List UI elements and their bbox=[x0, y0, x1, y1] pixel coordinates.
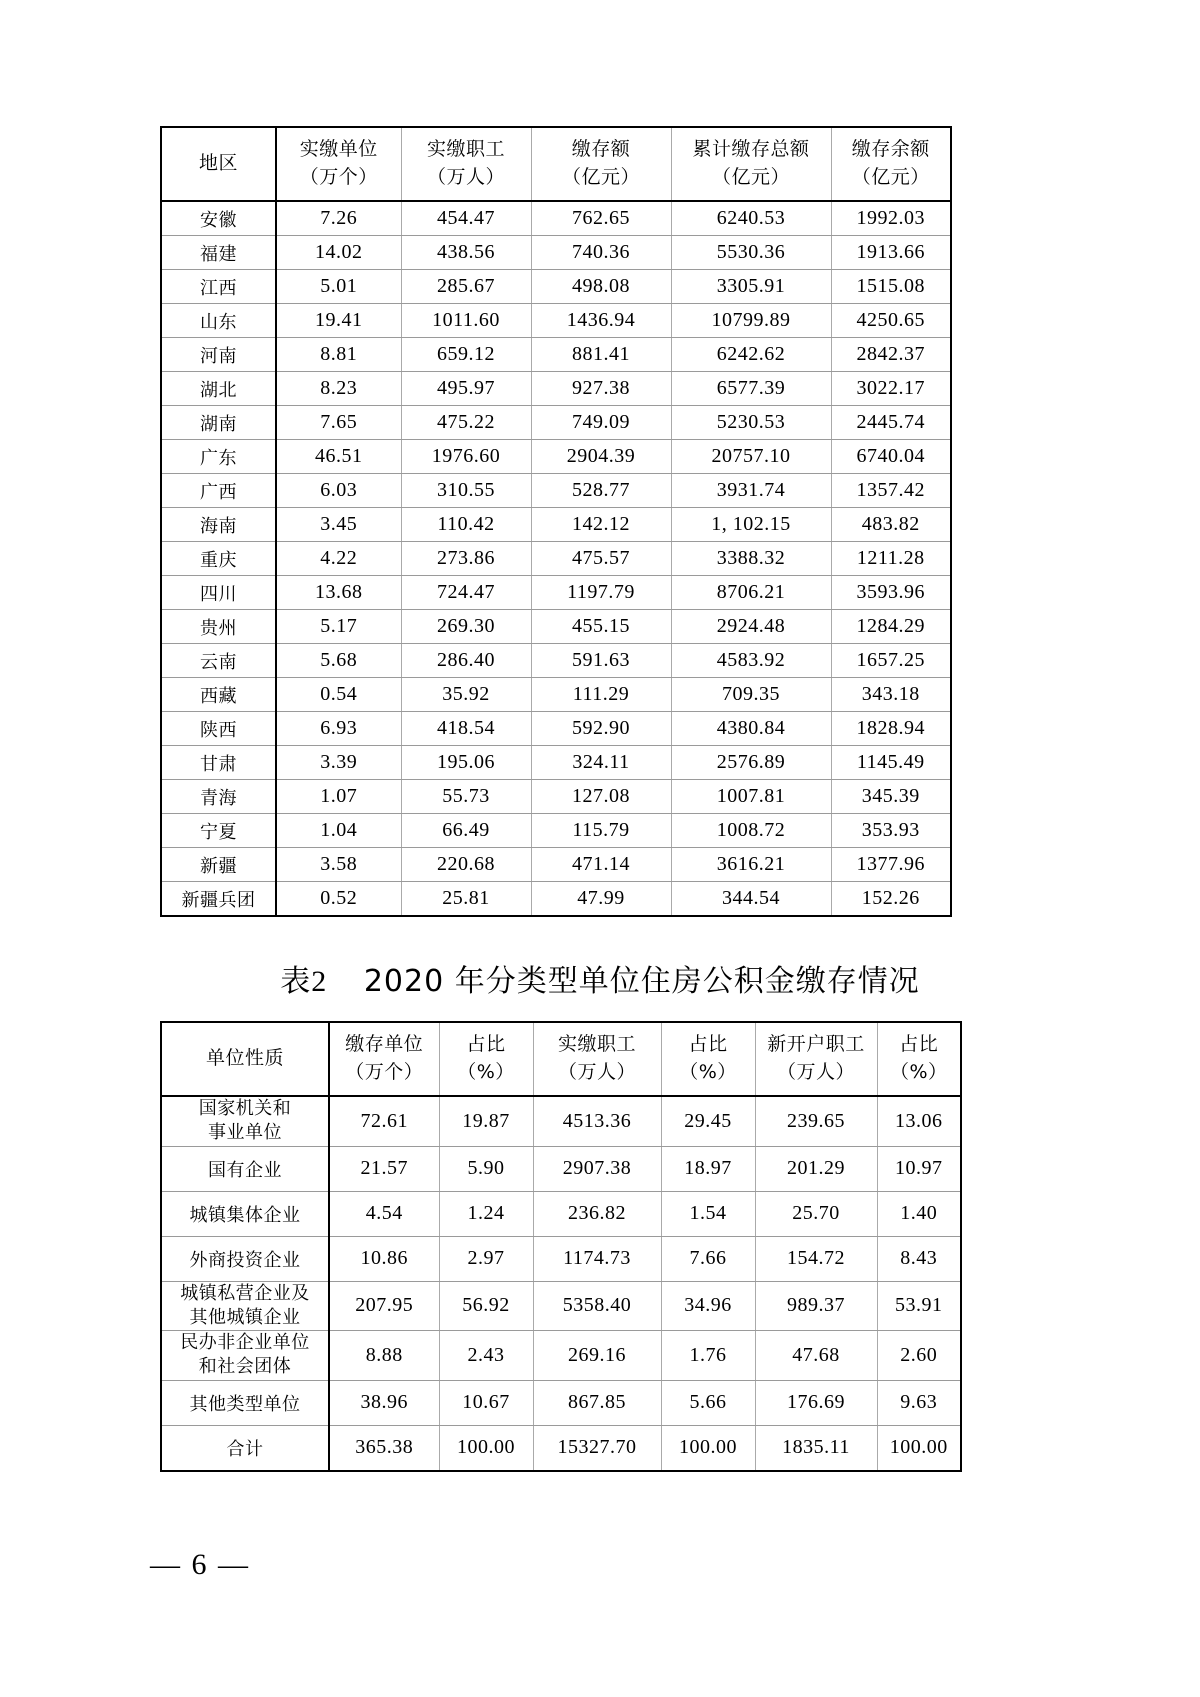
region-name-cell: 云南 bbox=[161, 644, 276, 678]
table2-col-header bbox=[329, 1022, 439, 1096]
table-row bbox=[161, 406, 951, 440]
data-cell: 1, 102.15 bbox=[671, 508, 831, 542]
data-cell: 14.02 bbox=[276, 236, 401, 270]
table2-container bbox=[160, 1021, 962, 1472]
table2-caption-label: 表2 bbox=[280, 965, 328, 998]
data-cell: 3931.74 bbox=[671, 474, 831, 508]
data-cell: 1377.96 bbox=[831, 848, 951, 882]
data-cell: 7.26 bbox=[276, 201, 401, 236]
data-cell: 9.63 bbox=[877, 1380, 961, 1425]
data-cell: 1174.73 bbox=[533, 1236, 661, 1281]
unit-type-cell: 其他类型单位 bbox=[161, 1380, 329, 1425]
data-cell: 176.69 bbox=[755, 1380, 877, 1425]
unit-type-cell bbox=[161, 1331, 329, 1381]
data-cell: 2904.39 bbox=[531, 440, 671, 474]
table-row bbox=[161, 848, 951, 882]
data-cell: 4380.84 bbox=[671, 712, 831, 746]
data-cell: 495.97 bbox=[401, 372, 531, 406]
data-cell: 724.47 bbox=[401, 576, 531, 610]
unit-type-cell: 合计 bbox=[161, 1425, 329, 1471]
data-cell: 100.00 bbox=[661, 1425, 755, 1471]
region-name-cell: 福建 bbox=[161, 236, 276, 270]
data-cell: 592.90 bbox=[531, 712, 671, 746]
table-row bbox=[161, 610, 951, 644]
region-name-cell: 江西 bbox=[161, 270, 276, 304]
data-cell: 762.65 bbox=[531, 201, 671, 236]
data-cell: 46.51 bbox=[276, 440, 401, 474]
data-cell: 454.47 bbox=[401, 201, 531, 236]
header-line: 实缴单位 bbox=[299, 138, 378, 161]
data-cell: 3305.91 bbox=[671, 270, 831, 304]
header-line: 占比 bbox=[688, 1033, 728, 1056]
data-cell: 418.54 bbox=[401, 712, 531, 746]
data-cell: 1.04 bbox=[276, 814, 401, 848]
data-cell: 273.86 bbox=[401, 542, 531, 576]
region-name-cell: 西藏 bbox=[161, 678, 276, 712]
data-cell: 115.79 bbox=[531, 814, 671, 848]
header-unit: （万个） bbox=[299, 166, 378, 188]
data-cell: 4.54 bbox=[329, 1191, 439, 1236]
data-cell: 1992.03 bbox=[831, 201, 951, 236]
data-cell: 53.91 bbox=[877, 1281, 961, 1331]
table-row bbox=[161, 814, 951, 848]
data-cell: 5530.36 bbox=[671, 236, 831, 270]
table-row bbox=[161, 1331, 961, 1381]
region-name-cell: 广西 bbox=[161, 474, 276, 508]
table-row bbox=[161, 1281, 961, 1331]
data-cell: 475.57 bbox=[531, 542, 671, 576]
data-cell: 47.68 bbox=[755, 1331, 877, 1381]
data-cell: 100.00 bbox=[877, 1425, 961, 1471]
region-name-cell: 新疆兵团 bbox=[161, 882, 276, 917]
data-cell: 8706.21 bbox=[671, 576, 831, 610]
data-cell: 2842.37 bbox=[831, 338, 951, 372]
unit-type-line: 民办非企业单位 bbox=[180, 1332, 310, 1354]
data-cell: 56.92 bbox=[439, 1281, 533, 1331]
data-cell: 310.55 bbox=[401, 474, 531, 508]
data-cell: 13.68 bbox=[276, 576, 401, 610]
data-cell: 1008.72 bbox=[671, 814, 831, 848]
data-cell: 35.92 bbox=[401, 678, 531, 712]
region-name-cell: 甘肃 bbox=[161, 746, 276, 780]
data-cell: 47.99 bbox=[531, 882, 671, 917]
table1-header-group bbox=[161, 127, 951, 201]
unit-type-line: 和社会团体 bbox=[198, 1356, 292, 1378]
table2-col-header bbox=[533, 1022, 661, 1096]
table-row bbox=[161, 304, 951, 338]
data-cell: 66.49 bbox=[401, 814, 531, 848]
table1-container bbox=[160, 126, 952, 917]
data-cell: 3.58 bbox=[276, 848, 401, 882]
data-cell: 927.38 bbox=[531, 372, 671, 406]
table-row bbox=[161, 882, 951, 917]
data-cell: 127.08 bbox=[531, 780, 671, 814]
header-line: 缴存单位 bbox=[345, 1033, 424, 1056]
data-cell: 201.29 bbox=[755, 1146, 877, 1191]
region-name-cell: 湖南 bbox=[161, 406, 276, 440]
header-line: 占比 bbox=[899, 1033, 939, 1056]
data-cell: 3.45 bbox=[276, 508, 401, 542]
data-cell: 4.22 bbox=[276, 542, 401, 576]
data-cell: 100.00 bbox=[439, 1425, 533, 1471]
data-cell: 5230.53 bbox=[671, 406, 831, 440]
header-unit: （亿元） bbox=[851, 166, 930, 188]
table2-col-header bbox=[755, 1022, 877, 1096]
data-cell: 5.01 bbox=[276, 270, 401, 304]
housing-fund-unit-type-table bbox=[160, 1021, 962, 1472]
table2-header-row bbox=[161, 1022, 961, 1096]
data-cell: 13.06 bbox=[877, 1096, 961, 1146]
data-cell: 4513.36 bbox=[533, 1096, 661, 1146]
data-cell: 1.40 bbox=[877, 1191, 961, 1236]
unit-type-cell: 外商投资企业 bbox=[161, 1236, 329, 1281]
data-cell: 5358.40 bbox=[533, 1281, 661, 1331]
data-cell: 10.67 bbox=[439, 1380, 533, 1425]
data-cell: 471.14 bbox=[531, 848, 671, 882]
data-cell: 344.54 bbox=[671, 882, 831, 917]
unit-type-line: 城镇私营企业及 bbox=[180, 1282, 310, 1304]
table-row bbox=[161, 270, 951, 304]
data-cell: 1007.81 bbox=[671, 780, 831, 814]
table-row bbox=[161, 440, 951, 474]
data-cell: 7.66 bbox=[661, 1236, 755, 1281]
unit-type-cell bbox=[161, 1096, 329, 1146]
table2-col-header bbox=[877, 1022, 961, 1096]
table1-col-header: 地区 bbox=[161, 127, 276, 201]
data-cell: 25.70 bbox=[755, 1191, 877, 1236]
region-name-cell: 宁夏 bbox=[161, 814, 276, 848]
data-cell: 142.12 bbox=[531, 508, 671, 542]
unit-type-cell: 城镇集体企业 bbox=[161, 1191, 329, 1236]
data-cell: 498.08 bbox=[531, 270, 671, 304]
data-cell: 6577.39 bbox=[671, 372, 831, 406]
data-cell: 1835.11 bbox=[755, 1425, 877, 1471]
data-cell: 2.97 bbox=[439, 1236, 533, 1281]
table1-col-header bbox=[531, 127, 671, 201]
data-cell: 1913.66 bbox=[831, 236, 951, 270]
header-line: 新开户职工 bbox=[767, 1033, 865, 1056]
data-cell: 3022.17 bbox=[831, 372, 951, 406]
table-row bbox=[161, 372, 951, 406]
header-unit: （万人） bbox=[426, 166, 505, 188]
table1-col-header bbox=[276, 127, 401, 201]
region-name-cell: 四川 bbox=[161, 576, 276, 610]
data-cell: 8.43 bbox=[877, 1236, 961, 1281]
table2-col-header bbox=[661, 1022, 755, 1096]
data-cell: 353.93 bbox=[831, 814, 951, 848]
data-cell: 269.30 bbox=[401, 610, 531, 644]
header-line: 缴存余额 bbox=[851, 138, 930, 161]
data-cell: 286.40 bbox=[401, 644, 531, 678]
unit-type-cell bbox=[161, 1281, 329, 1331]
table1-col-header bbox=[831, 127, 951, 201]
header-unit: （万人） bbox=[776, 1061, 855, 1083]
data-cell: 15327.70 bbox=[533, 1425, 661, 1471]
data-cell: 8.81 bbox=[276, 338, 401, 372]
data-cell: 324.11 bbox=[531, 746, 671, 780]
table-row bbox=[161, 1236, 961, 1281]
region-name-cell: 陕西 bbox=[161, 712, 276, 746]
data-cell: 5.66 bbox=[661, 1380, 755, 1425]
region-name-cell: 重庆 bbox=[161, 542, 276, 576]
data-cell: 19.87 bbox=[439, 1096, 533, 1146]
data-cell: 0.52 bbox=[276, 882, 401, 917]
data-cell: 740.36 bbox=[531, 236, 671, 270]
data-cell: 2.60 bbox=[877, 1331, 961, 1381]
table2-col-header bbox=[439, 1022, 533, 1096]
data-cell: 455.15 bbox=[531, 610, 671, 644]
page-number: — 6 — bbox=[150, 1548, 250, 1581]
data-cell: 34.96 bbox=[661, 1281, 755, 1331]
data-cell: 220.68 bbox=[401, 848, 531, 882]
table1-body bbox=[161, 201, 951, 916]
table-row bbox=[161, 746, 951, 780]
data-cell: 4250.65 bbox=[831, 304, 951, 338]
table-row bbox=[161, 201, 951, 236]
header-line: 缴存额 bbox=[571, 138, 631, 161]
data-cell: 5.68 bbox=[276, 644, 401, 678]
data-cell: 528.77 bbox=[531, 474, 671, 508]
table2-header-group bbox=[161, 1022, 961, 1096]
data-cell: 1011.60 bbox=[401, 304, 531, 338]
data-cell: 6240.53 bbox=[671, 201, 831, 236]
data-cell: 1.24 bbox=[439, 1191, 533, 1236]
unit-type-line: 其他城镇企业 bbox=[189, 1306, 301, 1328]
data-cell: 20757.10 bbox=[671, 440, 831, 474]
table-row bbox=[161, 644, 951, 678]
table-row bbox=[161, 236, 951, 270]
data-cell: 345.39 bbox=[831, 780, 951, 814]
table1-col-header bbox=[401, 127, 531, 201]
data-cell: 10.97 bbox=[877, 1146, 961, 1191]
header-line: 累计缴存总额 bbox=[692, 138, 810, 161]
unit-type-line: 事业单位 bbox=[208, 1122, 282, 1144]
header-unit: （万人） bbox=[557, 1061, 636, 1083]
header-unit: （亿元） bbox=[711, 166, 790, 188]
table-row bbox=[161, 1380, 961, 1425]
data-cell: 25.81 bbox=[401, 882, 531, 917]
data-cell: 749.09 bbox=[531, 406, 671, 440]
data-cell: 10.86 bbox=[329, 1236, 439, 1281]
data-cell: 1357.42 bbox=[831, 474, 951, 508]
header-line: 实缴职工 bbox=[557, 1033, 636, 1056]
table2-caption bbox=[0, 956, 1200, 1000]
region-name-cell: 山东 bbox=[161, 304, 276, 338]
data-cell: 1976.60 bbox=[401, 440, 531, 474]
data-cell: 1515.08 bbox=[831, 270, 951, 304]
data-cell: 365.38 bbox=[329, 1425, 439, 1471]
data-cell: 483.82 bbox=[831, 508, 951, 542]
header-unit: （%） bbox=[889, 1061, 948, 1083]
data-cell: 989.37 bbox=[755, 1281, 877, 1331]
table-row bbox=[161, 474, 951, 508]
data-cell: 6.03 bbox=[276, 474, 401, 508]
data-cell: 110.42 bbox=[401, 508, 531, 542]
data-cell: 1211.28 bbox=[831, 542, 951, 576]
header-unit: （%） bbox=[679, 1061, 737, 1083]
data-cell: 18.97 bbox=[661, 1146, 755, 1191]
header-line: 占比 bbox=[466, 1033, 506, 1056]
data-cell: 1.54 bbox=[661, 1191, 755, 1236]
region-name-cell: 青海 bbox=[161, 780, 276, 814]
table-row bbox=[161, 576, 951, 610]
data-cell: 1284.29 bbox=[831, 610, 951, 644]
data-cell: 152.26 bbox=[831, 882, 951, 917]
data-cell: 19.41 bbox=[276, 304, 401, 338]
data-cell: 269.16 bbox=[533, 1331, 661, 1381]
region-name-cell: 贵州 bbox=[161, 610, 276, 644]
region-name-cell: 河南 bbox=[161, 338, 276, 372]
data-cell: 239.65 bbox=[755, 1096, 877, 1146]
data-cell: 5.90 bbox=[439, 1146, 533, 1191]
data-cell: 111.29 bbox=[531, 678, 671, 712]
region-name-cell: 湖北 bbox=[161, 372, 276, 406]
region-name-cell: 新疆 bbox=[161, 848, 276, 882]
table-row bbox=[161, 678, 951, 712]
data-cell: 438.56 bbox=[401, 236, 531, 270]
data-cell: 3616.21 bbox=[671, 848, 831, 882]
table-row bbox=[161, 338, 951, 372]
header-unit: （万个） bbox=[345, 1061, 424, 1083]
region-name-cell: 安徽 bbox=[161, 201, 276, 236]
data-cell: 2907.38 bbox=[533, 1146, 661, 1191]
table-row bbox=[161, 508, 951, 542]
data-cell: 1.07 bbox=[276, 780, 401, 814]
data-cell: 2.43 bbox=[439, 1331, 533, 1381]
data-cell: 6740.04 bbox=[831, 440, 951, 474]
data-cell: 285.67 bbox=[401, 270, 531, 304]
housing-fund-region-table bbox=[160, 126, 952, 917]
data-cell: 1197.79 bbox=[531, 576, 671, 610]
table-row bbox=[161, 780, 951, 814]
table-row bbox=[161, 1146, 961, 1191]
table2-body bbox=[161, 1096, 961, 1471]
table-row bbox=[161, 1096, 961, 1146]
data-cell: 8.23 bbox=[276, 372, 401, 406]
data-cell: 6.93 bbox=[276, 712, 401, 746]
data-cell: 7.65 bbox=[276, 406, 401, 440]
table1-header-row bbox=[161, 127, 951, 201]
data-cell: 38.96 bbox=[329, 1380, 439, 1425]
data-cell: 21.57 bbox=[329, 1146, 439, 1191]
data-cell: 2576.89 bbox=[671, 746, 831, 780]
data-cell: 709.35 bbox=[671, 678, 831, 712]
data-cell: 4583.92 bbox=[671, 644, 831, 678]
region-name-cell: 海南 bbox=[161, 508, 276, 542]
data-cell: 236.82 bbox=[533, 1191, 661, 1236]
table-row bbox=[161, 1425, 961, 1471]
data-cell: 72.61 bbox=[329, 1096, 439, 1146]
data-cell: 5.17 bbox=[276, 610, 401, 644]
table2-caption-text: 2020 年分类型单位住房公积金缴存情况 bbox=[363, 964, 920, 999]
data-cell: 591.63 bbox=[531, 644, 671, 678]
data-cell: 207.95 bbox=[329, 1281, 439, 1331]
data-cell: 2445.74 bbox=[831, 406, 951, 440]
unit-type-line: 国家机关和 bbox=[198, 1098, 292, 1119]
data-cell: 659.12 bbox=[401, 338, 531, 372]
data-cell: 55.73 bbox=[401, 780, 531, 814]
data-cell: 881.41 bbox=[531, 338, 671, 372]
data-cell: 867.85 bbox=[533, 1380, 661, 1425]
data-cell: 10799.89 bbox=[671, 304, 831, 338]
data-cell: 29.45 bbox=[661, 1096, 755, 1146]
data-cell: 6242.62 bbox=[671, 338, 831, 372]
data-cell: 3.39 bbox=[276, 746, 401, 780]
data-cell: 343.18 bbox=[831, 678, 951, 712]
data-cell: 3593.96 bbox=[831, 576, 951, 610]
table1-col-header bbox=[671, 127, 831, 201]
data-cell: 195.06 bbox=[401, 746, 531, 780]
data-cell: 2924.48 bbox=[671, 610, 831, 644]
data-cell: 154.72 bbox=[755, 1236, 877, 1281]
table-row bbox=[161, 542, 951, 576]
header-line: 实缴职工 bbox=[426, 138, 505, 161]
table2-col-header: 单位性质 bbox=[161, 1022, 329, 1096]
region-name-cell: 广东 bbox=[161, 440, 276, 474]
data-cell: 1657.25 bbox=[831, 644, 951, 678]
data-cell: 1828.94 bbox=[831, 712, 951, 746]
data-cell: 8.88 bbox=[329, 1331, 439, 1381]
table-row bbox=[161, 1191, 961, 1236]
data-cell: 1.76 bbox=[661, 1331, 755, 1381]
data-cell: 1145.49 bbox=[831, 746, 951, 780]
data-cell: 0.54 bbox=[276, 678, 401, 712]
table-row bbox=[161, 712, 951, 746]
unit-type-cell: 国有企业 bbox=[161, 1146, 329, 1191]
header-unit: （%） bbox=[457, 1061, 515, 1083]
data-cell: 3388.32 bbox=[671, 542, 831, 576]
data-cell: 1436.94 bbox=[531, 304, 671, 338]
header-unit: （亿元） bbox=[561, 166, 640, 188]
data-cell: 475.22 bbox=[401, 406, 531, 440]
